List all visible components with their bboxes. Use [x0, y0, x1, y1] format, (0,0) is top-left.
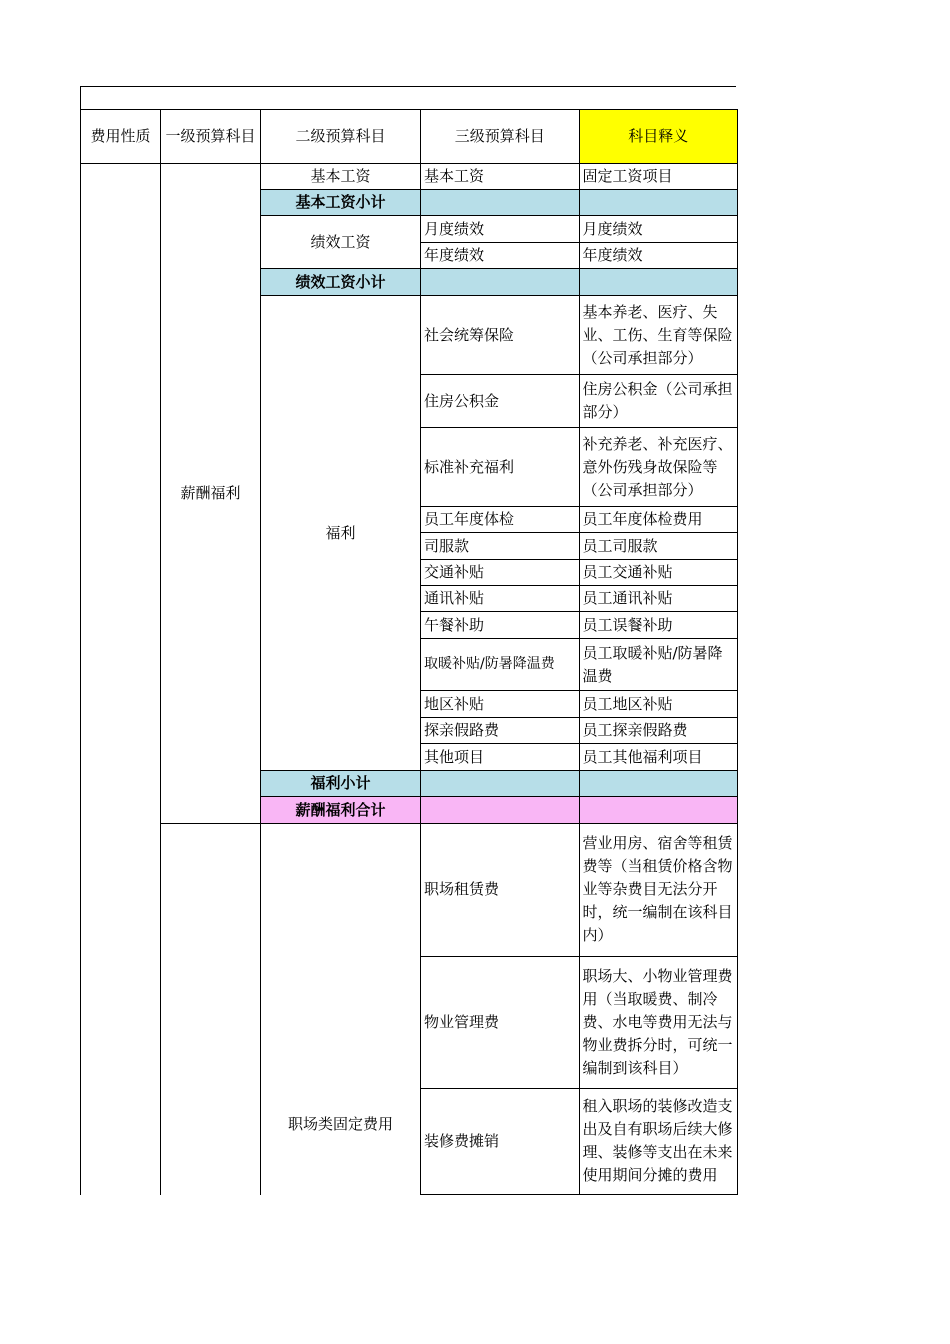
- description-cell: 住房公积金（公司承担部分）: [579, 375, 738, 428]
- level3-cell: 其他项目: [421, 744, 580, 771]
- level3-cell: 基本工资: [421, 164, 580, 190]
- total-empty-cell: [579, 797, 738, 824]
- header-level3: 三级预算科目: [421, 110, 580, 164]
- level3-cell: 探亲假路费: [421, 718, 580, 744]
- description-cell: 员工误餐补助: [579, 612, 738, 639]
- description-cell: 固定工资项目: [579, 164, 738, 190]
- salary-total-label: 薪酬福利合计: [261, 797, 421, 824]
- header-level1: 一级预算科目: [161, 110, 261, 164]
- header-expense-nature: 费用性质: [81, 110, 161, 164]
- workplace-subtable: [421, 824, 738, 1195]
- description-cell: 员工年度体检费用: [579, 507, 738, 533]
- welfare-subtotal-label: 福利小计: [261, 771, 421, 797]
- level3-cell: 取暖补贴/防暑降温费: [421, 639, 580, 691]
- level2-workplace-cell: 职场类固定费用: [261, 824, 421, 1195]
- description-cell: 月度绩效: [579, 216, 738, 243]
- level3-cell: 交通补贴: [421, 560, 580, 586]
- sheet-title-bar: [80, 86, 736, 110]
- subtotal-empty-cell: [579, 269, 738, 296]
- level3-cell: 年度绩效: [421, 243, 580, 269]
- header-description: 科目释义: [579, 110, 738, 164]
- description-cell: 基本养老、医疗、失业、工伤、生育等保险（公司承担部分）: [579, 296, 738, 375]
- table-row: [81, 824, 738, 1195]
- level3-cell: 住房公积金: [421, 375, 580, 428]
- header-level2: 二级预算科目: [261, 110, 421, 164]
- level3-cell: 职场租赁费: [421, 824, 579, 956]
- description-cell: 员工探亲假路费: [579, 718, 738, 744]
- subtotal-empty-cell: [421, 269, 580, 296]
- level3-cell: 标准补充福利: [421, 428, 580, 507]
- level1-salary-cell: 薪酬福利: [161, 164, 261, 824]
- basic-subtotal-label: 基本工资小计: [261, 190, 421, 216]
- subtotal-empty-cell: [579, 771, 738, 797]
- level3-cell: 社会统筹保险: [421, 296, 580, 375]
- level3-cell: 月度绩效: [421, 216, 580, 243]
- description-cell: 年度绩效: [579, 243, 738, 269]
- level3-cell: 物业管理费: [421, 956, 579, 1088]
- level2-basic-cell: 基本工资: [261, 164, 421, 190]
- level3-cell: 司服款: [421, 533, 580, 560]
- level2-welfare-cell: 福利: [261, 296, 421, 771]
- subtotal-empty-cell: [421, 190, 580, 216]
- subtotal-empty-cell: [421, 771, 580, 797]
- description-cell: 职场大、小物业管理费用（当取暖费、制冷费、水电等费用无法与物业费拆分时，可统一编制到该科目）: [579, 956, 737, 1088]
- table-row: [81, 164, 738, 190]
- description-cell: 员工通讯补贴: [579, 586, 738, 612]
- subtotal-empty-cell: [579, 190, 738, 216]
- header-row: [81, 110, 738, 164]
- level1-property-cell: [161, 824, 261, 1195]
- description-cell: 员工交通补贴: [579, 560, 738, 586]
- level3-cell: 员工年度体检: [421, 507, 580, 533]
- level3-cell: 通讯补贴: [421, 586, 580, 612]
- description-cell: 补充养老、补充医疗、意外伤残身故保险等（公司承担部分）: [579, 428, 738, 507]
- budget-table: [80, 109, 738, 1195]
- level3-cell: 午餐补助: [421, 612, 580, 639]
- description-cell: 员工地区补贴: [579, 691, 738, 718]
- expense-nature-cell: [81, 164, 161, 1195]
- description-cell: 营业用房、宿舍等租赁费等（当租赁价格含物业等杂费目无法分开时，统一编制在该科目内）: [579, 824, 737, 956]
- description-cell: 员工其他福利项目: [579, 744, 738, 771]
- total-empty-cell: [421, 797, 580, 824]
- description-cell: 员工取暖补贴/防暑降温费: [579, 639, 738, 691]
- level2-perf-cell: 绩效工资: [261, 216, 421, 269]
- level3-cell: 装修费摊销: [421, 1088, 579, 1194]
- description-cell: 员工司服款: [579, 533, 738, 560]
- level3-cell: 地区补贴: [421, 691, 580, 718]
- perf-subtotal-label: 绩效工资小计: [261, 269, 421, 296]
- description-cell: 租入职场的装修改造支出及自有职场后续大修理、装修等支出在未来使用期间分摊的费用: [582, 1097, 733, 1185]
